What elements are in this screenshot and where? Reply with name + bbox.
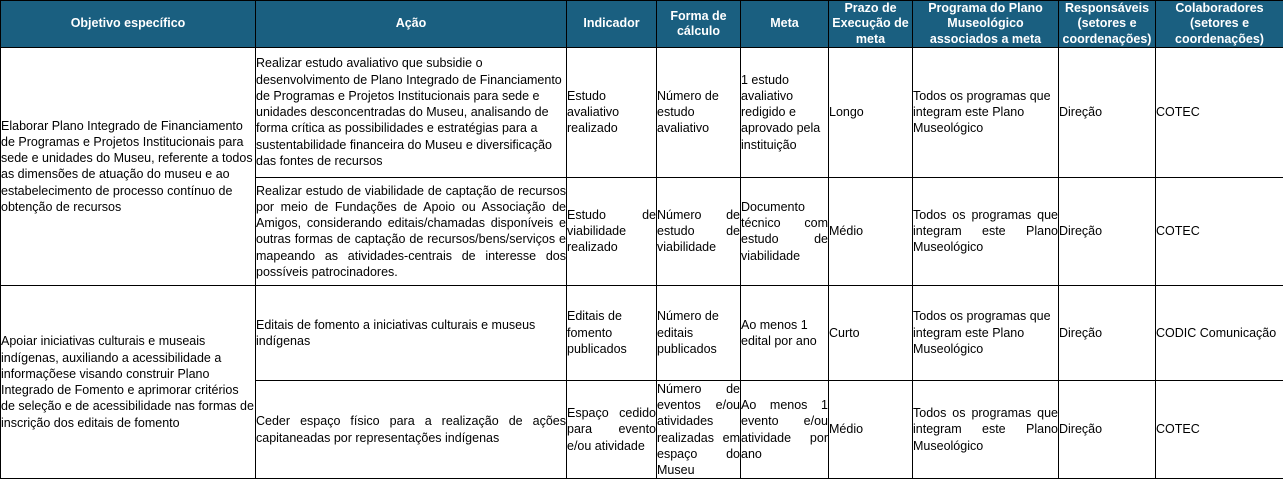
column-header-acao: Ação [256, 1, 567, 48]
cell-responsaveis: Direção [1059, 380, 1156, 479]
cell-programa: Todos os programas que integram este Plano Museológico [913, 177, 1059, 285]
cell-responsaveis: Direção [1059, 47, 1156, 177]
column-header-forma-de-calculo: Forma de cálculo [657, 1, 741, 48]
cell-responsaveis: Direção [1059, 285, 1156, 380]
cell-colaboradores: COTEC [1156, 47, 1283, 177]
cell-programa: Todos os programas que integram este Plano Museológico [913, 47, 1059, 177]
cell-indicador: Estudo de viabilidade realizado [567, 177, 657, 285]
cell-prazo: Médio [829, 177, 913, 285]
column-header-responsaveis: Responsáveis (setores e coordenações) [1059, 1, 1156, 48]
cell-forma-calculo: Número de eventos e/ou atividades realizadas em espaço do Museu [657, 381, 740, 477]
cell-colaboradores: COTEC [1156, 380, 1283, 479]
table-row [1, 285, 1283, 380]
column-header-objetivo-especifico: Objetivo específico [1, 1, 256, 48]
cell-objetivo-especifico: Apoiar iniciativas culturais e museais indígenas, auxiliando a acessibilidade a informaçõese visando construir Plano Integrado de Fomento e aprimorar critérios de seleção e de acessibilidade nas formas de inscrição dos editais de fomento [1, 285, 256, 479]
column-header-prazo-execucao: Prazo de Execução de meta [829, 1, 913, 48]
cell-colaboradores: CODIC Comunicação [1156, 285, 1283, 380]
cell-responsaveis: Direção [1059, 177, 1156, 285]
cell-prazo: Curto [829, 285, 913, 380]
cell-prazo: Longo [829, 47, 913, 177]
column-header-meta: Meta [741, 1, 829, 48]
table-body [1, 47, 1283, 479]
column-header-colaboradores: Colaboradores (setores e coordenações) [1156, 1, 1283, 48]
cell-meta: Ao menos 1 evento e/ou atividade por ano [741, 380, 829, 479]
cell-colaboradores: COTEC [1156, 177, 1283, 285]
cell-acao: Realizar estudo de viabilidade de captação de recursos por meio de Fundações de Apoio ou Associação de Amigos, considerando editais/chamadas disponíveis e outras formas de captação de recursos/bens/serviços e mapeando as atividades-centrais de interesse dos possíveis patrocinadores. [256, 177, 567, 285]
cell-acao: Editais de fomento a iniciativas culturais e museus indígenas [256, 285, 567, 380]
cell-acao: Realizar estudo avaliativo que subsidie o desenvolvimento de Plano Integrado de Financiamento de Programas e Projetos Institucionais para sede e unidades desconcentradas do Museu, analisando de forma crítica as possibilidades e estratégias para a sustentabilidade financeira do Museu e diversificação das fontes de recursos [256, 47, 567, 177]
cell-indicador: Espaço cedido para evento e/ou atividade [567, 380, 657, 479]
cell-indicador: Estudo avaliativo realizado [567, 47, 657, 177]
cell-forma-calculo: Número de editais publicados [657, 285, 741, 380]
cell-meta: 1 estudo avaliativo redigido e aprovado pela instituição [741, 47, 829, 177]
cell-indicador: Editais de fomento publicados [567, 285, 657, 380]
table-header [1, 1, 1283, 48]
column-header-programa-plano: Programa do Plano Museológico associados a meta [913, 1, 1059, 48]
cell-objetivo-especifico: Elaborar Plano Integrado de Financiamento de Programas e Projetos Institucionais para sede e unidades do Museu, referente a todos as dimensões de atuação do museu e ao estabelecimento de processo contínuo de obtenção de recursos [1, 47, 256, 285]
cell-programa: Todos os programas que integram este Plano Museológico [913, 285, 1059, 380]
cell-forma-calculo: Número de estudo avaliativo [657, 47, 741, 177]
cell-forma-calculo: Número de estudo de viabilidade [657, 177, 741, 285]
column-header-indicador: Indicador [567, 1, 657, 48]
table-row [1, 47, 1283, 177]
header-row [1, 1, 1283, 48]
cell-programa: Todos os programas que integram este Plano Museológico [913, 380, 1059, 479]
cell-meta: Ao menos 1 edital por ano [741, 285, 829, 380]
cell-acao: Ceder espaço físico para a realização de ações capitaneadas por representações indígenas [256, 380, 567, 479]
cell-meta: Documento técnico com estudo de viabilidade [741, 177, 829, 285]
cell-prazo: Médio [829, 380, 913, 479]
